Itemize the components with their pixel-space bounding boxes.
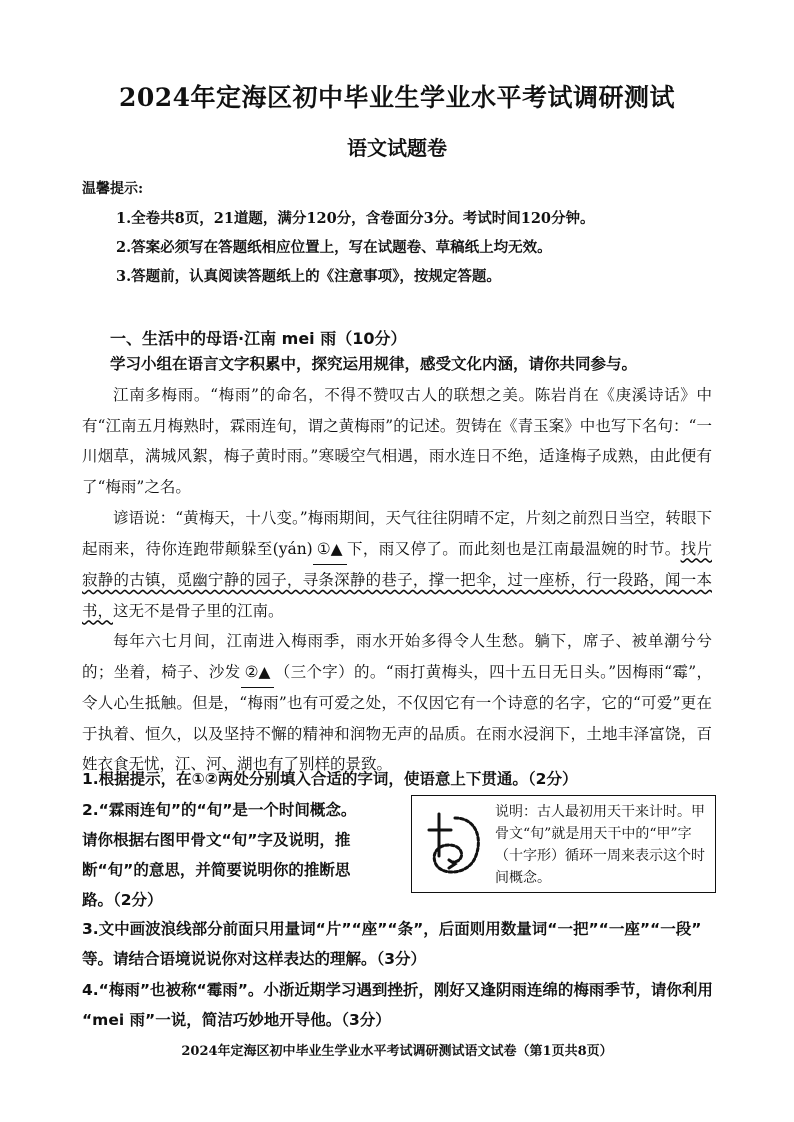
question-4-line-2: “mei 雨”一说，简洁巧妙地开导他。（3分）	[82, 1011, 391, 1029]
question-2-line-1: 2.“霖雨连旬”的“旬”是一个时间概念。	[82, 801, 357, 819]
exam-title: 2024年定海区初中毕业生学业水平考试调研测试	[118, 83, 676, 112]
question-1: 1.根据提示，在①②两处分别填入合适的字词，使语意上下贯通。（2分）	[82, 770, 578, 788]
section-heading: 一、生活中的母语·江南 mei 雨（10分）	[110, 329, 407, 348]
question-4-line-1: 4.“梅雨”也被称“霉雨”。小浙近期学习遇到挫折，刚好又逢阴雨连绵的梅雨季节，请你利用	[82, 981, 713, 999]
wavy-underlined-text: 找片寂静的古镇，觅幽宁静的园子，寻条深静的巷子，撑一把伞，过一座桥，行一段路，闻一本书，	[82, 539, 712, 620]
paragraph-3-text-b: （三个字）的。“雨打黄梅头，四十五日无日头。”因梅雨“霉”，令人心生抵触。但是，“梅雨”也有可爱之处，不仅因它有一个诗意的名字，它的“可爱”更在于执着、恒久，以及坚持不懈的精神和润物无声的品质。在雨水浸润下，土地丰泽富饶，百姓衣食无忧，江、河、湖也有了别样的景致。	[82, 662, 712, 773]
tip-item-1: 1.全卷共8页，21道题，满分120分，含卷面分3分。考试时间120分钟。	[116, 210, 595, 227]
explanation-text: 说明：古人最初用天干来计时。甲骨文“旬”就是用天干中的“甲”字（十字形）循环一周来表示这个时间概念。	[495, 804, 705, 886]
question-2-line-2: 请你根据右图甲骨文“旬”字及说明，推	[82, 831, 351, 849]
passage-paragraph-3	[82, 626, 712, 780]
tip-item-3: 3.答题前，认真阅读答题纸上的《注意事项》，按规定答题。	[116, 268, 501, 285]
question-2-line-3: 断“旬”的意思，并简要说明你的推断思	[82, 861, 351, 879]
passage-paragraph-2	[82, 503, 712, 626]
paragraph-2-text-b: 下，雨又停了。而此刻也是江南最温婉的时节。	[346, 539, 681, 558]
paper-subtitle: 语文试题卷	[347, 136, 447, 160]
tip-item-2: 2.答案必须写在答题纸相应位置上，写在试题卷、草稿纸上均无效。	[116, 239, 552, 256]
page-footer: 2024年定海区初中毕业生学业水平考试调研测试语文试卷（第1页共8页）	[181, 1044, 613, 1059]
paragraph-2-text-a: 谚语说：“黄梅天，十八变。”梅雨期间，天气往往阴晴不定，片刻之前烈日当空，转眼下起雨来，待你连跑带颠躲至(yán)	[82, 509, 712, 558]
tips-heading: 温馨提示:	[82, 181, 144, 197]
paragraph-3-text-a: 每年六七月间，江南进入梅雨季，雨水开始多得令人生愁。躺下，席子、被单潮兮兮的；坐着，椅子、沙发	[82, 632, 712, 681]
question-2-line-4: 路。（2分）	[82, 891, 163, 909]
paragraph-2-text-c: 这无不是骨子里的江南。	[113, 601, 284, 620]
question-3-line-2: 等。请结合语境说说你对这样表达的理解。（3分）	[82, 950, 427, 968]
passage-paragraph-1: 江南多梅雨。“梅雨”的命名，不得不赞叹古人的联想之美。陈岩肖在《庚溪诗话》中有“江南五月梅熟时，霖雨连旬，谓之黄梅雨”的记述。贺铸在《青玉案》中也写下名句：“一川烟草，满城风絮，梅子黄时雨。”寒暖空气相遇，雨水连日不绝，适逢梅子成熟，由此便有了“梅雨”之名。	[82, 386, 712, 496]
blank-1: ①▲	[313, 534, 347, 566]
oracle-bone-xun-glyph-icon	[425, 810, 489, 882]
section-intro: 学习小组在语言文字积累中，探究运用规律，感受文化内涵，请你共同参与。	[110, 355, 638, 373]
question-3-line-1: 3.文中画波浪线部分前面只用量词“片”“座”“条”，后面则用数量词“一把”“一座”“一段”	[82, 920, 702, 938]
blank-2: ②▲	[241, 657, 275, 689]
